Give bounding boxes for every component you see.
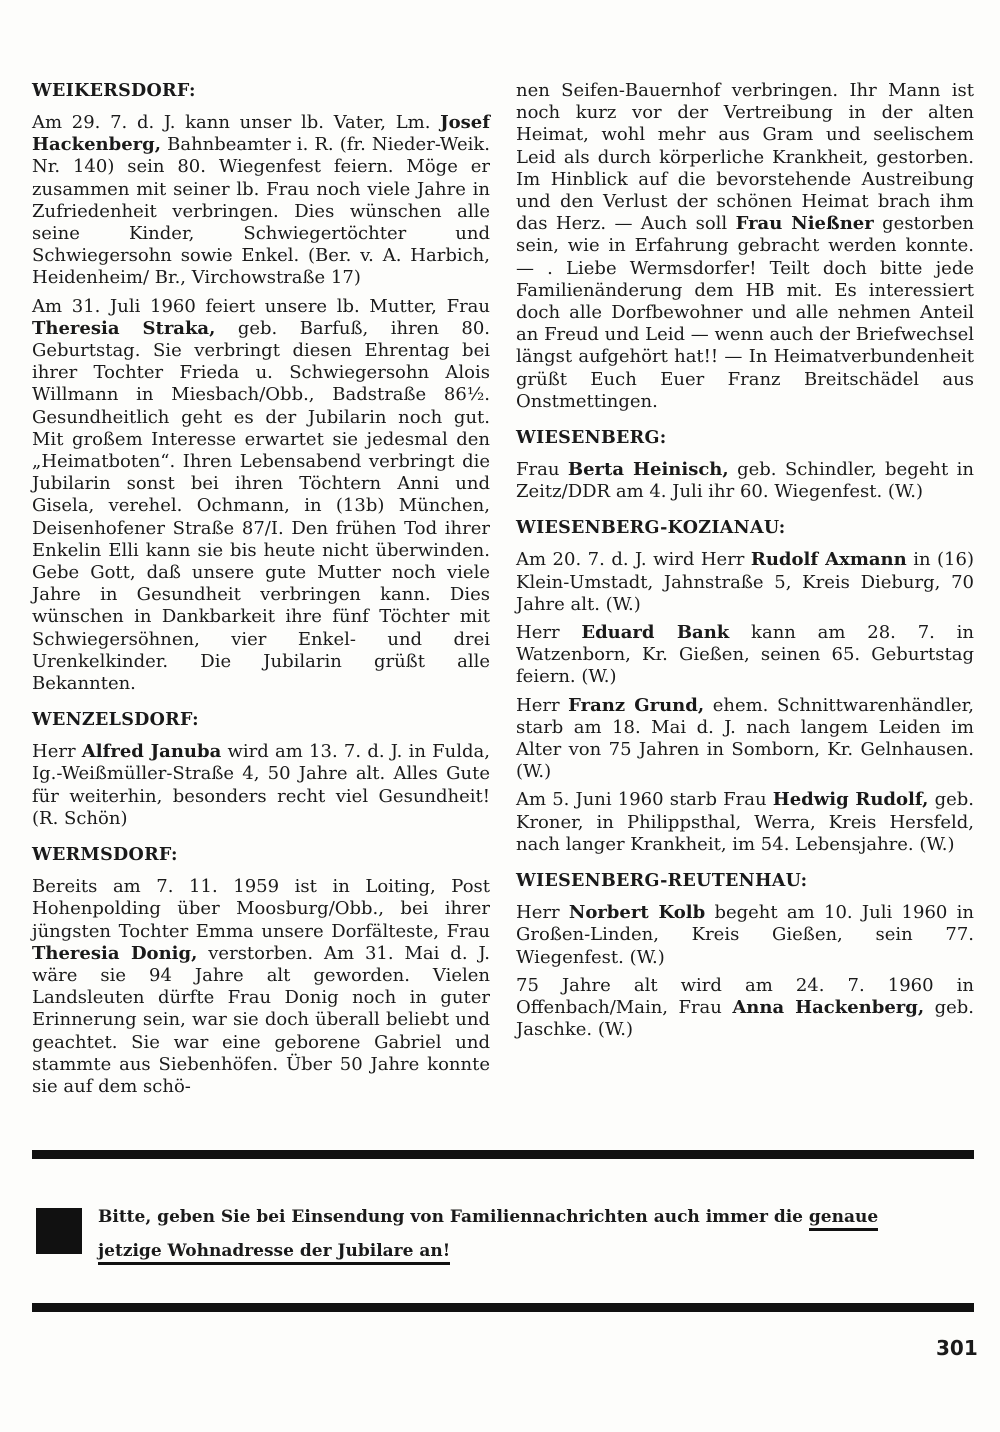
left-column xyxy=(32,80,490,1104)
heading-weikersdorf: WEIKERSDORF: xyxy=(32,81,196,101)
right-column xyxy=(516,80,974,1047)
entry-anna-hackenberg: 75 Jahre alt wird am 24. 7. 1960 in Offenbach/Main, Frau Anna Hackenberg, geb. Jaschke. (W.) xyxy=(516,974,974,1041)
entry-bank: Herr Eduard Bank kann am 28. 7. in Watzenborn, Kr. Gießen, seinen 65. Geburtstag feiern. (W.) xyxy=(516,622,975,688)
heading-wiesenberg-kozianau: WIESENBERG-KOZIANAU: xyxy=(516,518,786,539)
notice-line-2: jetzige Wohnadresse der Jubilare an! xyxy=(98,1234,978,1268)
notice-text xyxy=(98,1200,978,1268)
entry-hackenberg: Am 29. 7. d. J. kann unser lb. Vater, Lm. Josef Hackenberg, Bahnbeamter i. R. (fr. Nieder-Weik. Nr. 140) sein 80. Wiegenfest feiern. Möge er zusammen mit seiner lb. Frau noch viele Jahre in Zufriedenheit verbringen. Dies wünschen alle seine Kinder, Schwiegertöchter und Schwiegersohn sowie Enkel. (Ber. v. A. Harbich, Heidenheim/ Br., Virchowstraße 17) xyxy=(32,112,490,289)
heading-wiesenberg-reutenhau: WIESENBERG-REUTENHAU: xyxy=(516,871,808,892)
entry-kolb: Herr Norbert Kolb begeht am 10. Juli 1960 in Großen-Linden, Kreis Gießen, sein 77. Wiegenfest. (W.) xyxy=(516,902,974,968)
entry-januba: Herr Alfred Januba wird am 13. 7. d. J. in Fulda, Ig.-Weißmüller-Straße 4, 50 Jahre alt. Alles Gute für weiterhin, besonders recht viel Gesundheit! (R. Schön) xyxy=(32,741,490,829)
entry-wermsdorf-continued: nen Seifen-Bauernhof verbringen. Ihr Mann ist noch kurz vor der Vertreibung in der alten Heimat, wohl mehr aus Gram und seelischem Leid als durch körperliche Krankheit, gestorben. Im Hinblick auf die bevorstehende Austreibung und den Verlust der schönen Heimat brach ihm das Herz. — Auch soll Frau Nießner gestorben sein, wie in Erfahrung gebracht werden konnte. — . Liebe Wermsdorfer! Teilt doch bitte jede Familienänderung dem HB mit. Es interessiert doch alle Dorfbewohner und alle nehmen Anteil an Freud und Leid — wenn auch der Briefwechsel längst aufgehört hat!! — In Heimatverbundenheit grüßt Euch Euer Franz Breitschädel aus Onstmettingen. xyxy=(516,80,974,412)
divider-rule-top xyxy=(32,1150,974,1159)
heading-wiesenberg: WIESENBERG: xyxy=(516,428,667,449)
divider-rule-bottom xyxy=(32,1303,974,1312)
entry-heinisch: Frau Berta Heinisch, geb. Schindler, begeht in Zeitz/DDR am 4. Juli ihr 60. Wiegenfest. (W.) xyxy=(516,459,975,503)
entry-straka: Am 31. Juli 1960 feiert unsere lb. Mutter, Frau Theresia Straka, geb. Barfuß, ihren 80. Geburtstag. Sie verbringt diesen Ehrentag bei ihrer Tochter Frieda u. Schwiegersohn Alois Willmann in Miesbach/Obb., Badstraße 86½. Gesundheitlich geht es der Jubilarin noch gut. Mit großem Interesse erwartet sie jedesmal den „Heimatboten“. Ihren Lebensabend verbringt die Jubilarin sonst bei ihren Töchtern Anni und Gisela, verehel. Ochmann, in (13b) München, Deisenhofener Straße 87/I. Den frühen Tod ihrer Enkelin Elli kann sie bis heute nicht überwinden. Gebe Gott, daß unsere gute Mutter noch viele Jahre in Gesundheit verbringen kann. Dies wünschen in Dankbarkeit ihre fünf Töchter mit Schwiegersöhnen, vier Enkel- und drei Urenkelkinder. Die Jubilarin grüßt alle Bekannten. xyxy=(32,295,490,695)
entry-rudolf: Am 5. Juni 1960 starb Frau Hedwig Rudolf, geb. Kroner, in Philippsthal, Werra, Kreis Hersfeld, nach langer Krankheit, im 54. Lebensjahre. (W.) xyxy=(516,789,974,855)
entry-axmann: Am 20. 7. d. J. wird Herr Rudolf Axmann in (16) Klein-Umstadt, Jahnstraße 5, Kreis Dieburg, 70 Jahre alt. (W.) xyxy=(516,549,974,615)
heading-wermsdorf: WERMSDORF: xyxy=(32,845,178,866)
notice-box xyxy=(36,1200,976,1268)
notice-line-1: Bitte, geben Sie bei Einsendung von Familiennachrichten auch immer die genaue xyxy=(98,1200,978,1234)
black-square-marker xyxy=(36,1208,82,1254)
entry-donig: Bereits am 7. 11. 1959 ist in Loiting, Post Hohenpolding über Moosburg/Obb., bei ihrer jüngsten Tochter Emma unsere Dorfälteste, Frau Theresia Donig, verstorben. Am 31. Mai d. J. wäre sie 94 Jahre alt geworden. Vielen Landsleuten dürfte Frau Donig noch in guter Erinnerung sein, war sie doch überall beliebt und geachtet. Sie war eine geborene Gabriel und stammte aus Siebenhöfen. Über 50 Jahre konnte sie auf dem schö- xyxy=(32,876,490,1097)
heading-wenzelsdorf: WENZELSDORF: xyxy=(32,710,199,731)
entry-grund: Herr Franz Grund, ehem. Schnittwarenhändler, starb am 18. Mai d. J. nach langem Leiden im Alter von 75 Jahren in Somborn, Kr. Gelnhausen. (W.) xyxy=(516,694,974,783)
page-number: 301 xyxy=(936,1336,978,1360)
